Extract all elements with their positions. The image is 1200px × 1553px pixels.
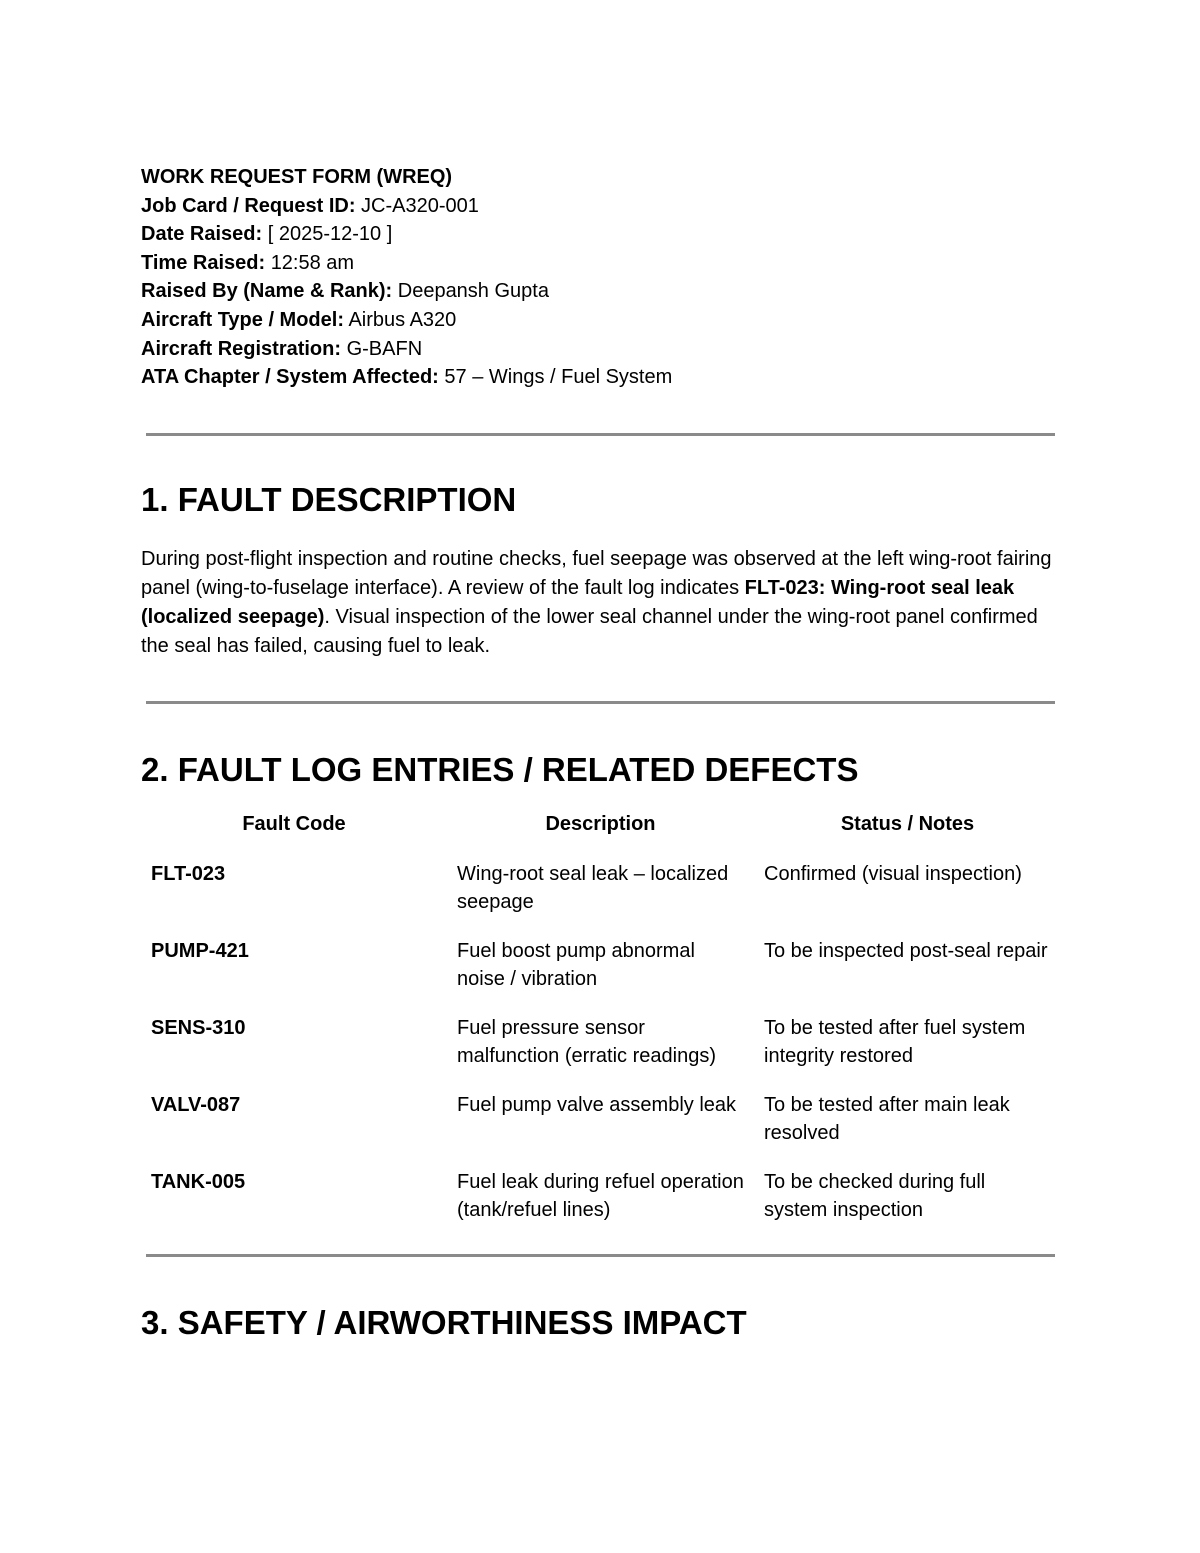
- section-title-fault-description: 1. FAULT DESCRIPTION: [141, 481, 517, 518]
- status-cell: To be inspected post-seal repair: [764, 940, 1048, 962]
- table-row: [141, 933, 1061, 1010]
- field-aircraft-type: Aircraft Type / Model: Airbus A320: [141, 308, 457, 331]
- table-row: [141, 1164, 1061, 1241]
- description-cell: Fuel leak during refuel operation (tank/refuel lines): [457, 1171, 744, 1221]
- fault-code-cell: FLT-023: [151, 863, 226, 885]
- section-title-safety-impact: 3. SAFETY / AIRWORTHINESS IMPACT: [141, 1304, 747, 1341]
- description-cell: Fuel boost pump abnormal noise / vibration: [457, 940, 695, 990]
- column-header-status: Status / Notes: [840, 813, 975, 835]
- status-cell: Confirmed (visual inspection): [764, 863, 1022, 885]
- description-cell: Fuel pump valve assembly leak: [457, 1094, 737, 1116]
- description-cell: Wing-root seal leak – localized seepage: [457, 863, 729, 913]
- table-row: [141, 856, 1061, 933]
- field-ata-chapter: ATA Chapter / System Affected: 57 – Wings / Fuel System: [141, 366, 673, 389]
- section-title-fault-log: 2. FAULT LOG ENTRIES / RELATED DEFECTS: [141, 751, 859, 788]
- field-aircraft-registration: Aircraft Registration: G-BAFN: [141, 337, 423, 360]
- column-header-fault-code: Fault Code: [242, 813, 346, 835]
- work-request-header: [141, 163, 1061, 392]
- description-cell: Fuel pressure sensor malfunction (erratic readings): [457, 1017, 716, 1067]
- divider: [146, 1254, 1055, 1257]
- divider: [146, 701, 1055, 704]
- fault-description-text: During post-flight inspection and routine checks, fuel seepage was observed at the left wing-root fairing panel (wing-to-fuselage interface). A review of the fault log indicates FLT-023: Wing-root seal leak (localized seepage). Visual inspection of the lower seal channel under the wing-root panel confirmed the seal has failed, causing fuel to leak.: [141, 548, 1052, 657]
- table-row: [141, 1087, 1061, 1164]
- fault-code-cell: PUMP-421: [151, 940, 249, 962]
- form-title: WORK REQUEST FORM (WREQ): [141, 166, 453, 188]
- field-date-raised: Date Raised: [ 2025-12-10 ]: [141, 223, 393, 246]
- status-cell: To be checked during full system inspection: [764, 1171, 986, 1221]
- fault-code-cell: VALV-087: [151, 1094, 241, 1116]
- field-job-card-id: Job Card / Request ID: JC-A320-001: [141, 194, 479, 217]
- field-raised-by: Raised By (Name & Rank): Deepansh Gupta: [141, 280, 549, 303]
- status-cell: To be tested after fuel system integrity restored: [764, 1017, 1026, 1067]
- divider: [146, 433, 1055, 436]
- table-row: [141, 1010, 1061, 1087]
- field-time-raised: Time Raised: 12:58 am: [141, 251, 355, 274]
- table-header-row: [141, 806, 1061, 856]
- fault-log-table: [141, 806, 1061, 1241]
- fault-code-cell: SENS-310: [151, 1017, 246, 1039]
- column-header-description: Description: [545, 813, 656, 835]
- status-cell: To be tested after main leak resolved: [764, 1094, 1010, 1144]
- fault-code-cell: TANK-005: [151, 1171, 246, 1193]
